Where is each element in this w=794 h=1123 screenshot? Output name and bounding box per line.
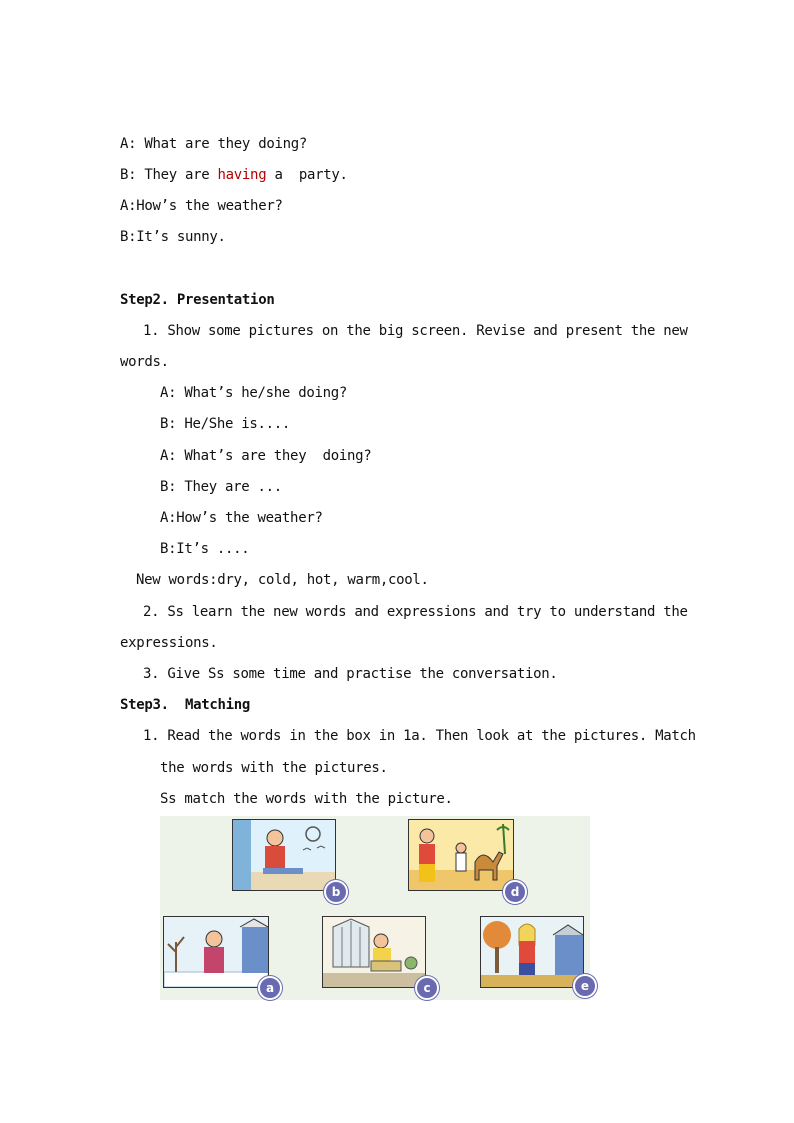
label-c-badge: c bbox=[415, 976, 439, 1000]
dialogue-line: A: What are they doing? bbox=[120, 136, 307, 152]
step2-item3: 3. Give Ss some time and practise the conversation. bbox=[143, 666, 558, 682]
dialogue-line: A: What’s are they doing? bbox=[160, 448, 372, 464]
step2-item1: 1. Show some pictures on the big screen. Revise and present the new bbox=[143, 323, 688, 339]
picture-a bbox=[163, 916, 269, 988]
label-e-badge: e bbox=[573, 974, 597, 998]
step2-item2: 2. Ss learn the new words and expressions and try to understand the bbox=[143, 604, 688, 620]
highlighted-word: having bbox=[217, 167, 267, 183]
cold-scene-illustration bbox=[164, 917, 268, 987]
dialogue-line: B: He/She is.... bbox=[160, 416, 291, 432]
step3-item1-note: Ss match the words with the picture. bbox=[160, 791, 453, 807]
new-words: New words:dry, cold, hot, warm,cool. bbox=[136, 572, 429, 588]
label-b-badge: b bbox=[324, 880, 348, 904]
dialogue-line: A:How’s the weather? bbox=[120, 198, 283, 214]
step3-heading: Step3. Matching bbox=[120, 697, 251, 713]
matching-pictures-figure bbox=[160, 816, 590, 1000]
step3-item1: 1. Read the words in the box in 1a. Then look at the pictures. Match bbox=[143, 728, 696, 744]
dialogue-line: B:It’s sunny. bbox=[120, 229, 226, 245]
picture-c bbox=[322, 916, 426, 988]
dialogue-line: A: What’s he/she doing? bbox=[160, 385, 347, 401]
dialogue-line: B: They are ... bbox=[160, 479, 282, 495]
step2-item2-cont: expressions. bbox=[120, 635, 218, 651]
cool-scene-illustration bbox=[481, 917, 583, 987]
dialogue-line bbox=[120, 166, 348, 184]
label-d-badge: d bbox=[503, 880, 527, 904]
dialogue-line: A:How’s the weather? bbox=[160, 510, 323, 526]
picture-e bbox=[480, 916, 584, 988]
dialogue-line: B:It’s .... bbox=[160, 541, 250, 557]
step3-item1-cont: the words with the pictures. bbox=[160, 760, 388, 776]
sunny-scene-illustration bbox=[233, 820, 335, 890]
dialogue-text: B: They are bbox=[120, 167, 218, 183]
picture-b bbox=[232, 819, 336, 891]
hot-scene-illustration bbox=[409, 820, 513, 890]
label-a-badge: a bbox=[258, 976, 282, 1000]
step2-item1-cont: words. bbox=[120, 354, 169, 370]
step2-heading: Step2. Presentation bbox=[120, 292, 275, 308]
warm-scene-illustration bbox=[323, 917, 425, 987]
picture-d bbox=[408, 819, 514, 891]
dialogue-text: a party. bbox=[266, 167, 348, 183]
